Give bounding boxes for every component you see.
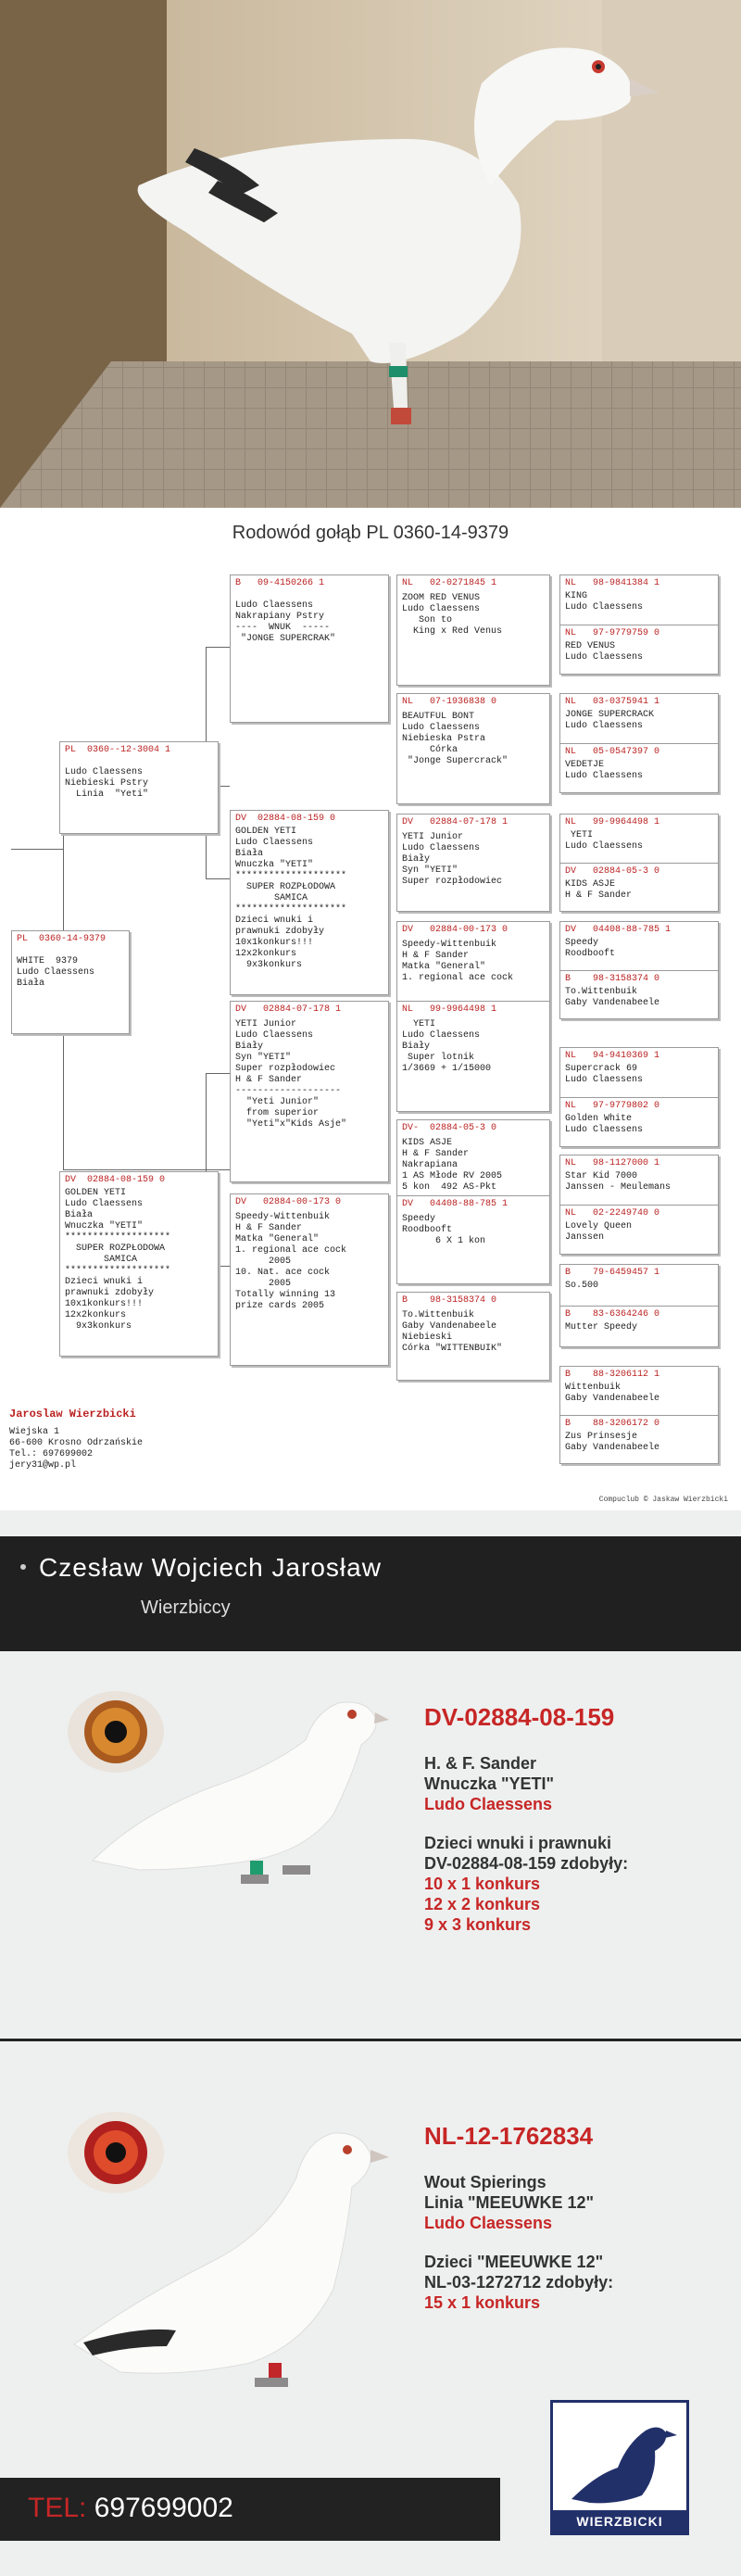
pedigree-card-gen3 [396,575,550,686]
card-line: VEDETJE [565,760,605,770]
card-line: Janssen [565,1232,605,1243]
card-line: Golden White [565,1114,633,1124]
card-line: SUPER ROZPŁODOWA [65,1244,166,1254]
card-line: To.Wittenbuik [402,1310,475,1320]
ring-number: PL 0360-14-9379 [17,934,107,944]
card-line: SUPER ROZPŁODOWA [235,882,336,892]
card-line: "Yeti"x"Kids Asje" [235,1119,347,1130]
ring-number: NL 98-1127000 1 [565,1158,660,1168]
ring-number: B 98-3158374 0 [565,974,660,984]
bird1-line: Wnuczka "YETI" [424,1774,555,1793]
card-line: Speedy [565,938,599,948]
owner-line: 66-600 Krosno Odrzańskie [9,1438,144,1448]
wierzbicki-logo [550,2400,689,2535]
card-line: ******************** [235,871,347,881]
pedigree-card-gen3 [396,1195,550,1284]
card-line: Biała [17,979,45,989]
card-line: 9x3konkurs [235,960,303,970]
card-line: Biały [402,854,431,865]
card-line: Son to [402,615,453,625]
card-line: H & F Sander [402,1149,470,1159]
ring-number: NL 97-9779802 0 [565,1101,660,1111]
card-line: GOLDEN YETI [235,827,297,837]
card-line: So.500 [565,1281,599,1291]
card-line: YETI [402,1019,436,1029]
card-line: 1. regional ace cock [235,1245,347,1256]
owner-block [9,1408,143,1471]
bird2-line: Linia "MEEUWKE 12" [424,2193,595,2212]
ring-number: NL 99-9964498 1 [565,817,660,827]
card-line: 10x1konkurs!!! [65,1299,144,1309]
bird2-origin: Ludo Claessens [424,2214,553,2232]
pedigree-card-gen3 [396,693,550,804]
phone-banner[interactable] [0,2478,500,2541]
card-line: Ludo Claessens [235,1030,314,1041]
card-line: Biała [65,1210,94,1220]
card-line: prawnuki zdobyły [65,1288,155,1298]
pedigree-card-sire-sire [230,575,389,723]
card-line: Niebieski Pstry [65,778,149,789]
card-line: ******************* [65,1232,171,1243]
card-line: Ludo Claessens [565,771,644,781]
card-line: "JONGE SUPERCRAK" [235,634,336,644]
card-line: To.Wittenbuik [565,987,638,997]
card-line: KIDS ASJE [402,1138,453,1148]
card-line: Star Kid 7000 [565,1171,638,1181]
bird2-heading: NL-03-1272712 zdobyły: [424,2273,614,2292]
bird1-origin: Ludo Claessens [424,1795,553,1813]
ring-number: NL 99-9964498 1 [402,1004,497,1015]
card-line: Linia "Yeti" [65,789,149,800]
card-line: Dzieci wnuki i [235,915,314,926]
ring-number: DV 02884-00-173 0 [402,925,509,935]
card-line: 6 X 1 kon [402,1236,486,1246]
card-line: Ludo Claessens [565,602,644,612]
pedigree-card-sire [59,741,219,834]
ring-number: DV 04408-88-785 1 [402,1199,509,1209]
card-line: from superior [235,1108,320,1118]
card-line: Super rozpłodowiec [402,877,503,887]
card-line: Gaby Vandenabeele [565,1443,660,1453]
bird1-heading: DV-02884-08-159 zdobyły: [424,1854,629,1873]
ring-number: DV 02884-08-159 0 [65,1175,166,1185]
card-line: Niebieska Pstra [402,734,486,744]
card-line: Speedy-Wittenbuik [402,940,497,950]
card-line: 5 kon 492 AS-Pkt [402,1182,497,1193]
card-line: YETI Junior [235,1019,297,1029]
card-line: Speedy-Wittenbuik [235,1212,331,1222]
card-line: prize cards 2005 [235,1301,325,1311]
card-line: 1. regional ace cock [402,973,514,983]
ring-number: DV 02884-07-178 1 [235,1004,342,1015]
ring-number: DV 02884-00-173 0 [235,1197,342,1207]
divider [0,2039,741,2041]
pedigree-card-gen4 [559,1264,719,1347]
ring-number: PL 0360--12-3004 1 [65,745,171,755]
ring-number: NL 07-1936838 0 [402,697,497,707]
ring-number: NL 97-9779759 0 [565,628,660,638]
card-line: Ludo Claessens [565,652,644,663]
ring-number: NL 02-2249740 0 [565,1208,660,1219]
header-banner [0,1536,741,1651]
card-line: H & F Sander [235,1223,303,1233]
pedigree-sheet [0,508,741,1510]
card-line: Janssen - Meulemans [565,1182,672,1193]
card-line: Syn "YETI" [235,1053,292,1063]
card-line: ******************* [65,1266,171,1276]
card-line: Nakrapiany Pstry [235,612,325,622]
card-line: Gaby Vandenabeele [565,998,660,1008]
card-line: Totally winning 13 [235,1290,336,1300]
card-line: 12x2konkurs [235,949,297,959]
card-line: 12x2konkurs [65,1310,127,1320]
bird1-result: 9 x 3 konkurs [424,1915,532,1934]
ring-number: NL 98-9841384 1 [565,578,660,588]
ring-number: DV- 02884-05-3 0 [402,1123,497,1133]
pedigree-card-subject [11,930,130,1034]
card-line: Córka [402,745,458,755]
card-line: H & F Sander [402,951,470,961]
card-line: ------------------- [235,1086,342,1096]
pedigree-card-gen3 [396,814,550,912]
card-line: Ludo Claessens [17,967,95,978]
ring-number: NL 94-9410369 1 [565,1051,660,1061]
ring-number: NL 05-0547397 0 [565,747,660,757]
bird2-heading: Dzieci "MEEUWKE 12" [424,2253,604,2271]
card-line: Ludo Claessens [565,1075,644,1085]
pedigree-card-gen3 [396,1119,550,1199]
advert-flyer [0,1510,741,2576]
white-pigeon-figure [83,1675,389,1898]
card-line: Matka "General" [402,962,486,972]
pedigree-card-dam [59,1171,219,1357]
card-line: 10. Nat. ace cock [235,1268,331,1278]
ring-number: B 79-6459457 1 [565,1268,660,1278]
bird2-result: 15 x 1 konkurs [424,2293,541,2312]
card-line: SAMICA [235,893,308,903]
card-line: Syn "YETI" [402,865,458,876]
owner-line: Tel.: 697699002 [9,1449,94,1459]
bird1-result: 10 x 1 konkurs [424,1875,541,1893]
card-line: Wnuczka "YETI" [65,1221,144,1231]
card-line: JONGE SUPERCRACK [565,710,655,720]
card-line: 2005 [235,1256,292,1267]
card-line: H & F Sander [565,890,633,901]
pedigree-card-dam-dam [230,1193,389,1366]
ring-number: B 88-3206112 1 [565,1370,660,1380]
pedigree-card-gen4 [559,575,719,675]
card-line: Wittenbuik [565,1383,622,1393]
card-line: Zus Prinsesje [565,1432,638,1442]
card-line: H & F Sander [235,1075,303,1085]
ring-number: B 88-3206172 0 [565,1419,660,1429]
card-line: Matka "General" [235,1234,320,1244]
card-line: Biała [235,849,264,859]
card-line: Ludo Claessens [565,1125,644,1135]
copyright: Compuclub © Jaskaw Wierzbicki [598,1496,728,1504]
card-line: Ludo Claessens [402,604,481,614]
card-line: 9x3konkurs [65,1321,132,1332]
card-line: Gaby Vandenabeele [565,1394,660,1404]
white-pigeon-figure [65,2103,398,2409]
owner-email[interactable]: jery31@wp.pl [9,1460,77,1471]
card-line: Super lotnik [402,1053,475,1063]
bird1-heading: Dzieci wnuki i prawnuki [424,1834,612,1852]
card-line: Ludo Claessens [402,1030,481,1041]
card-line: Ludo Claessens [235,838,314,848]
card-line: Ludo Claessens [565,721,644,731]
card-line: Super rozpłodowiec [235,1064,336,1074]
bullet-icon [20,1564,26,1570]
ring-number: B 98-3158374 0 [402,1295,497,1306]
ring-number: DV 04408-88-785 1 [565,925,672,935]
card-line: Ludo Claessens [65,767,144,777]
ring-number: DV 02884-08-159 0 [235,814,336,824]
card-line: Biały [402,1042,431,1052]
tel-label: TEL: [28,2493,87,2523]
pedigree-card-sire-dam [230,810,389,995]
card-line: 1 AS Młode RV 2005 [402,1171,503,1181]
card-line: Supercrack 69 [565,1064,638,1074]
card-line: 2005 [235,1279,292,1289]
pigeon-logo-icon [553,2403,686,2510]
card-line: YETI Junior [402,832,464,842]
pigeon-photo [0,0,741,508]
owner-name: Jaroslaw Wierzbicki [9,1408,136,1421]
card-line: WHITE 9379 [17,956,79,966]
owner-line: Wiejska 1 [9,1427,60,1437]
pedigree-title: Rodowód gołąb PL 0360-14-9379 [232,523,509,543]
card-line: ******************** [235,904,347,915]
breeder-surname: Wierzbiccy [141,1597,231,1618]
card-line: Gaby Vandenabeele [402,1321,497,1332]
card-line: Roodbooft [402,1225,453,1235]
ring-number: NL 03-0375941 1 [565,697,660,707]
card-line: 10x1konkurs!!! [235,938,314,948]
card-line: 1/3669 + 1/15000 [402,1064,492,1074]
pedigree-card-gen3 [396,1292,550,1381]
card-line: Córka "WITTENBUIK" [402,1344,503,1354]
card-line: Nakrapiana [402,1160,458,1170]
pedigree-card-gen4 [559,814,719,912]
tel-number: 697699002 [86,2493,233,2523]
card-line: GOLDEN YETI [65,1188,127,1198]
ring-number: B 83-6364246 0 [565,1309,660,1320]
bird1-ring: DV-02884-08-159 [424,1703,615,1731]
card-line: Ludo Claessens [235,600,314,611]
bird2-ring: NL-12-1762834 [424,2122,594,2150]
pedigree-card-gen4 [559,693,719,793]
card-line: Lovely Queen [565,1221,633,1231]
ring-number: B 09-4150266 1 [235,578,325,588]
card-line: Wnuczka "YETI" [235,860,314,870]
pedigree-card-gen4 [559,1047,719,1147]
card-line: "Jonge Supercrack" [402,756,509,766]
card-line: Dzieci wnuki i [65,1277,144,1287]
card-line: prawnuki zdobyły [235,927,325,937]
ring-number: DV 02884-07-178 1 [402,817,509,827]
card-line: King x Red Venus [402,626,503,637]
card-line: Roodbooft [565,949,616,959]
bird2-breeder: Wout Spierings [424,2173,546,2191]
card-line: Ludo Claessens [402,723,481,733]
card-line: Ludo Claessens [65,1199,144,1209]
card-line: ---- WNUK ----- [235,623,331,633]
card-line: SAMICA [65,1255,138,1265]
card-line: RED VENUS [565,641,616,651]
pedigree-card-gen4 [559,921,719,1019]
pedigree-card-gen4 [559,1155,719,1255]
card-line: Ludo Claessens [565,841,644,852]
card-line: Mutter Speedy [565,1322,638,1332]
card-line: KING [565,591,588,601]
ring-number: NL 02-0271845 1 [402,578,497,588]
logo-text: WIERZBICKI [553,2510,686,2532]
breeder-names: Czesław Wojciech Jarosław [39,1553,382,1582]
card-line: Speedy [402,1214,436,1224]
card-line: Niebieski [402,1332,453,1343]
card-line: BEAUTFUL BONT [402,712,475,722]
bird1-breeder: H. & F. Sander [424,1754,537,1773]
card-line: "Yeti Junior" [235,1097,320,1107]
card-line: Ludo Claessens [402,843,481,853]
ring-number: DV 02884-05-3 0 [565,866,660,877]
card-line: ZOOM RED VENUS [402,593,481,603]
pedigree-card-dam-sire [230,1001,389,1182]
bird1-result: 12 x 2 konkurs [424,1895,541,1913]
card-line: KIDS ASJE [565,879,616,890]
card-line: Biały [235,1042,264,1052]
card-line: YETI [565,830,594,840]
pedigree-card-gen3 [396,1001,550,1112]
pedigree-card-gen4 [559,1366,719,1464]
